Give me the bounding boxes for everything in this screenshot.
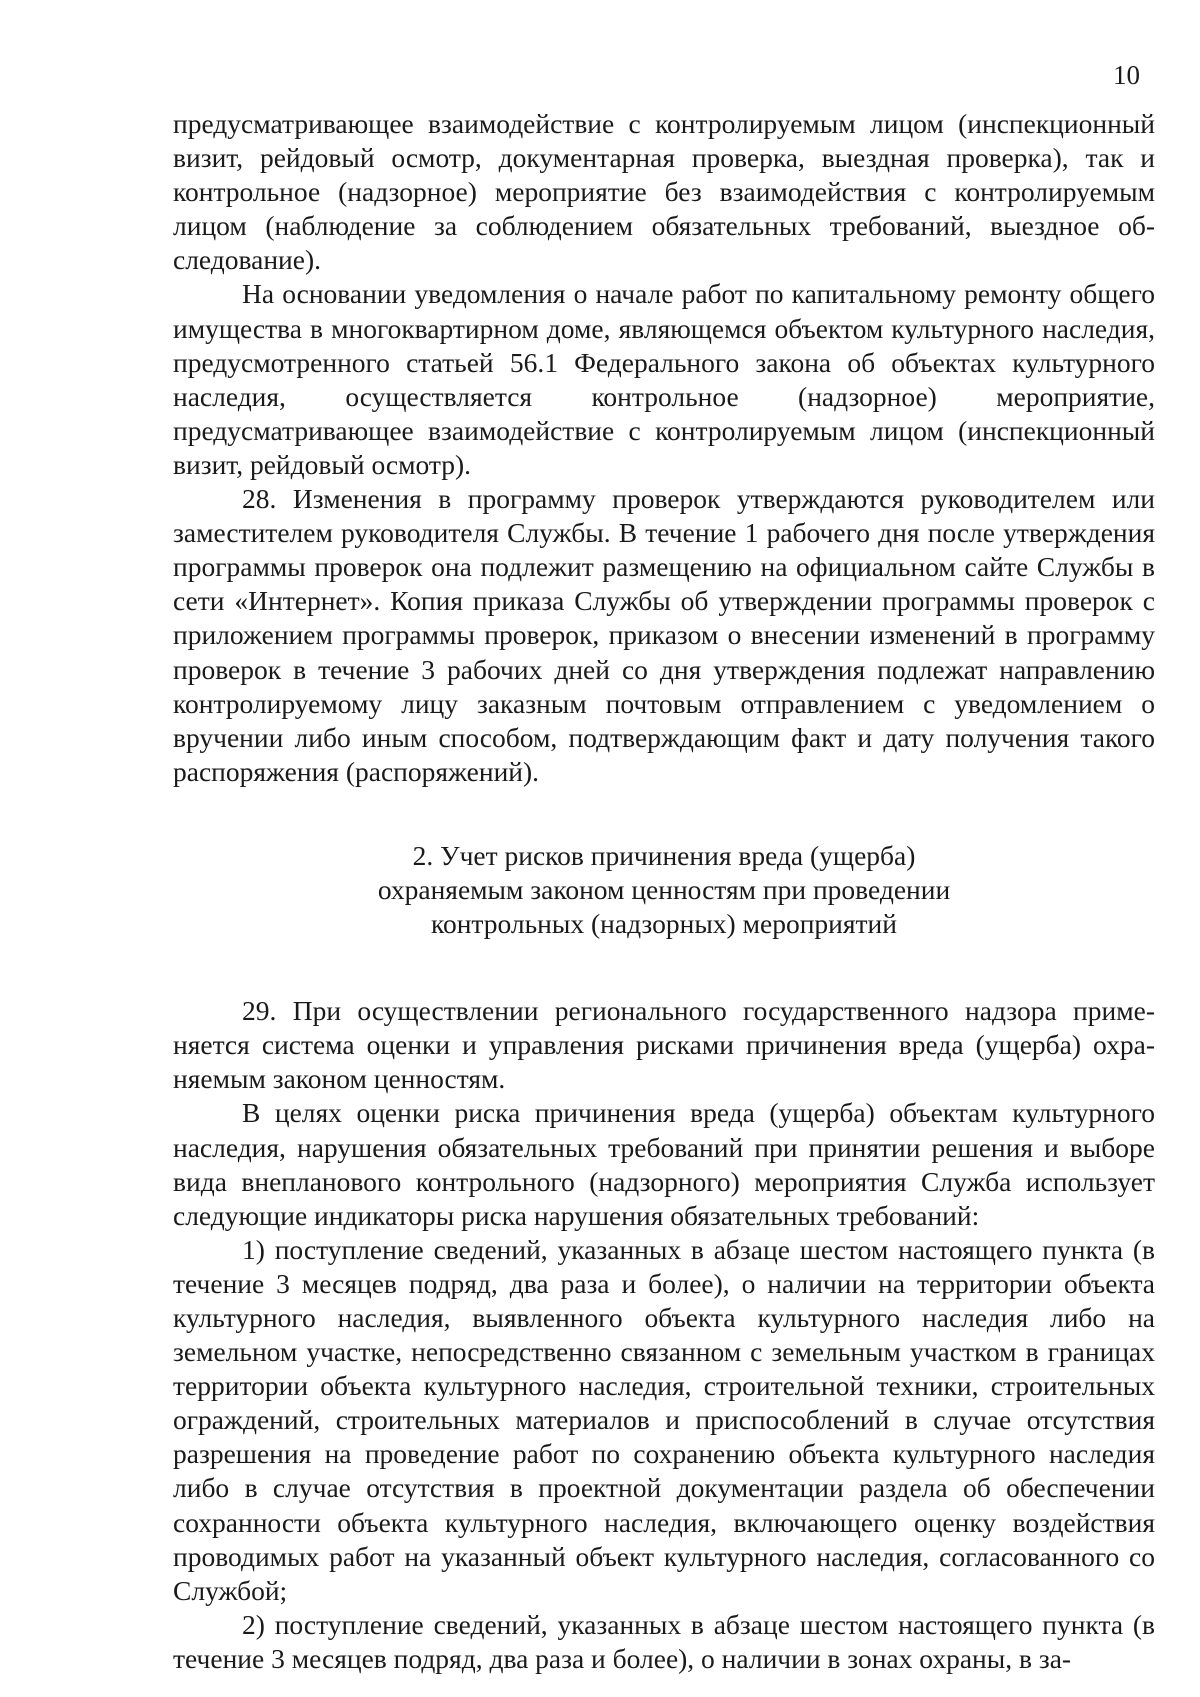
section-heading-line: 2. Учет рисков причинения вреда (ущерба) (412, 839, 916, 871)
paragraph-item-29: 29. При осуществлении регионального государственного надзора применяется система оценки и управления рисками причинения вреда (ущерба) охраняемым законом ценностям. (173, 995, 1155, 1095)
paragraph-item-28: 28. Изменения в программу проверок утверждаются руководителем или заместителем руководителя Службы. В течение 1 рабочего дня после утверждения программы проверок она подлежит размещению на официальном сайте Службы в сети «Интернет». Копия приказа Службы об утверждении программы проверок с приложением программы проверок, приказом о внесении изменений в программу проверок в течение 3 рабочих дней со дня утверждения подлежат направлению контролируемому лицу заказным почтовым отправлением с уведомлением о вручении либо иным способом, подтверждающим факт и дату получения такого распоряжения (распоряжений). (173, 483, 1155, 787)
paragraph-continuation: предусматривающее взаимодействие с контролируемым лицом (инспекционный визит, рейдовый осмотр, документарная проверка, выездная проверка), так и контрольное (надзорное) мероприятие без взаимодействия с контролируемым лицом (наблюдение за соблюдением обязательных требований, выездное обследование). (173, 108, 1155, 276)
document-body (173, 107, 1155, 1676)
section-heading-line: охраняемым законом ценностям при проведении (377, 873, 951, 905)
paragraph-indicator-1: 1) поступление сведений, указанных в абзаце шестом настоящего пункта (в течение 3 месяцев подряд, два раза и более), о наличии на территории объекта культурного наследия, выявленного объекта культурного наследия либо на земельном участке, непосредственно связанном с земельным участком в границах территории объекта культурного наследия, строительной техники, строительных ограждений, строительных материалов и приспособлений в случае отсутствия разрешения на проведение работ по сохранению объекта культурного наследия либо в случае отсутствия в проектной документации раздела об обеспечении сохранности объекта культурного наследия, включающего оценку воздействия проводимых работ на указанный объект культурного наследия, согласованного со Службой; (173, 1233, 1155, 1606)
section-heading-line: контрольных (надзорных) мероприятий (431, 908, 897, 940)
section-heading (173, 839, 1155, 941)
page-number: 10 (1113, 60, 1140, 90)
paragraph-indicator-2: 2) поступление сведений, указанных в абзаце шестом настоящего пункта (в течение 3 месяцев подряд, два раза и более), о наличии в зонах охраны, в за- (173, 1608, 1155, 1674)
paragraph-risk-indicators-intro: В целях оценки риска причинения вреда (ущерба) объектам культурного наследия, нарушения обязательных требований при принятии решения и выборе вида внепланового контрольного (надзорного) мероприятия Служба использует следующие индикаторы риска нарушения обязательных требований: (173, 1097, 1155, 1231)
paragraph-capital-repair-notice: На основании уведомления о начале работ по капитальному ремонту общего имущества в многоквартирном доме, являющемся объектом культурного наследия, предусмотренного статьей 56.1 Федерального закона об объектах культурного наследия, осуществляется контрольное (надзорное) мероприятие, предусматривающее взаимодействие с контролируемым лицом (инспекционный визит, рейдовый осмотр). (173, 278, 1155, 480)
